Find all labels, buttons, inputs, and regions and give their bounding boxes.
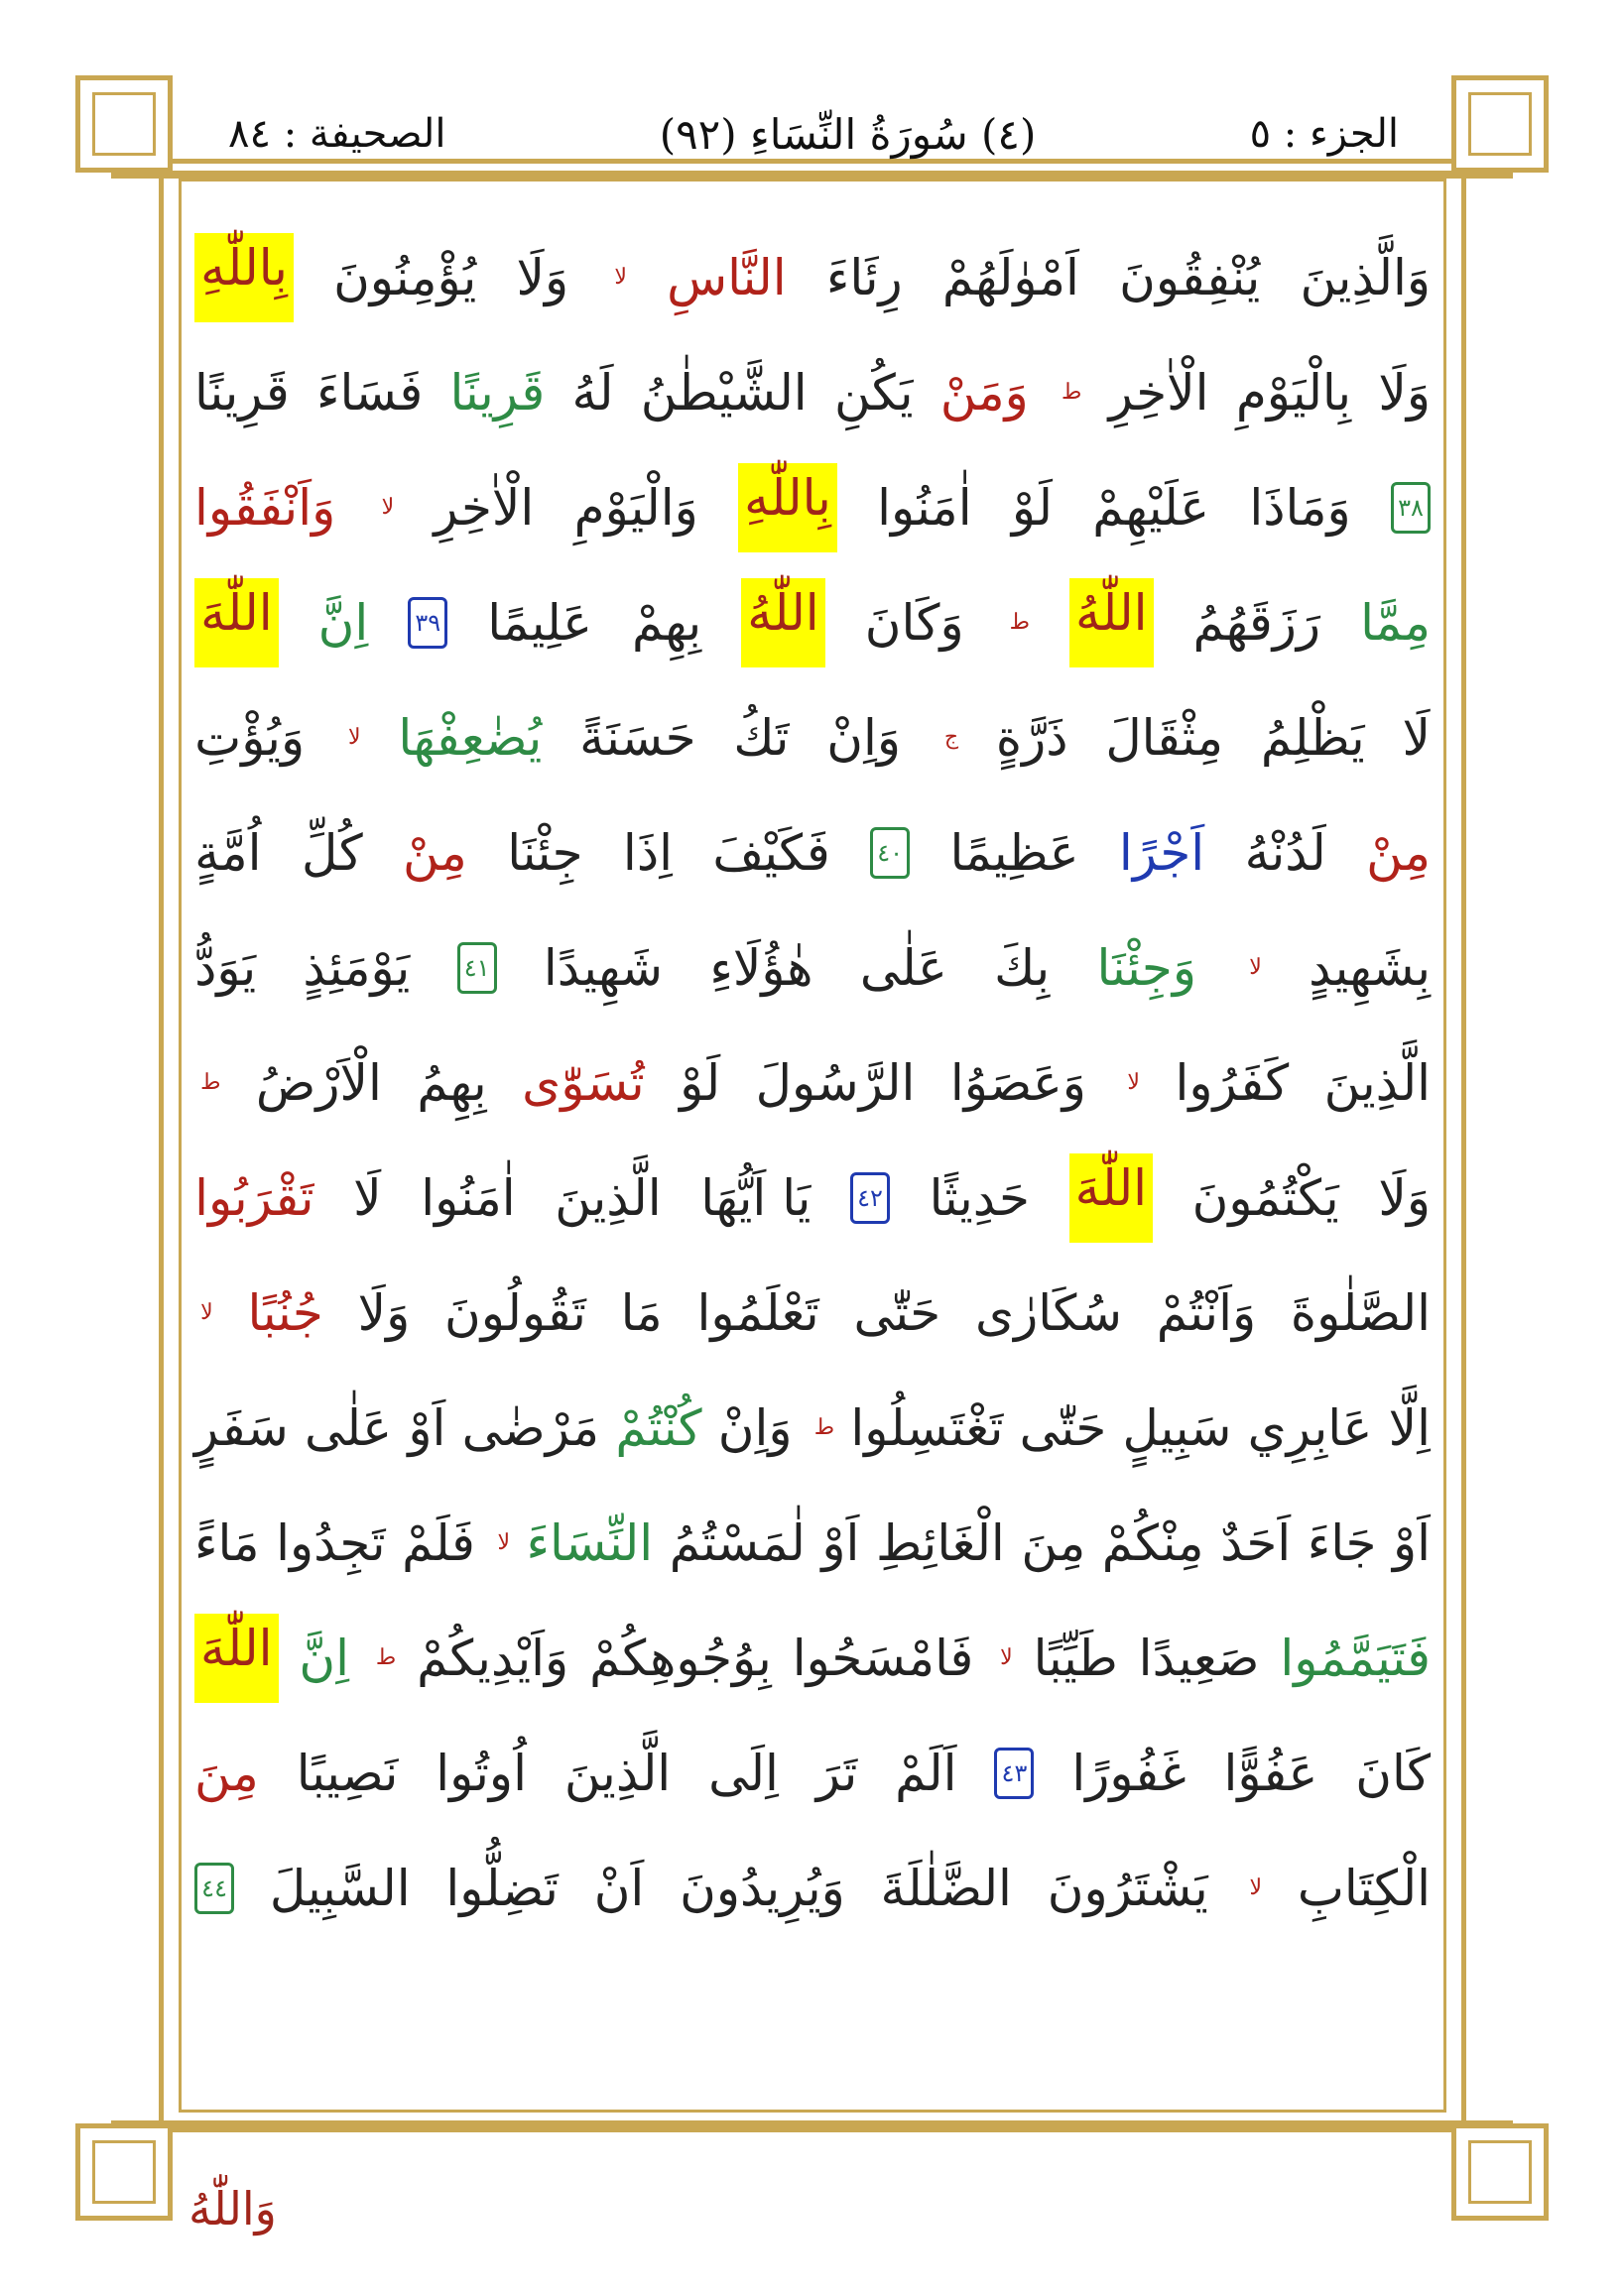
word: عَلَيْهِمْ	[1092, 479, 1210, 537]
highlighted-word: اللّٰهَ	[1069, 1153, 1154, 1243]
word: سَفَرٍ	[194, 1399, 289, 1457]
word: السَّبِيلَ	[269, 1860, 411, 1917]
juz-number: الجزء : ٥	[1249, 111, 1399, 157]
word: غَفُورًا	[1071, 1745, 1187, 1802]
word: اَلَمْ	[895, 1745, 957, 1802]
word: بِالْيَوْمِ	[1235, 364, 1352, 422]
word: سُكَارٰى	[974, 1284, 1122, 1342]
text-line	[194, 1256, 1431, 1371]
text-line	[194, 565, 1431, 680]
word: تَكُ	[733, 709, 790, 767]
text-line	[194, 1141, 1431, 1256]
word: يَوْمَئِذٍ	[303, 939, 411, 997]
pause-mark: لا	[1127, 1070, 1140, 1095]
word: وَلَا	[1378, 364, 1431, 422]
word: الْاٰخِرِ	[434, 479, 535, 537]
word: عَفُوًّا	[1223, 1745, 1318, 1802]
word: بِهِمْ	[631, 594, 702, 652]
word: وَمَاذَا	[1249, 479, 1351, 537]
word: فَسَاءَ	[316, 364, 424, 422]
word: اِلَى	[708, 1745, 779, 1802]
catchword: وَاللّٰهُ	[188, 2182, 277, 2236]
word: لَهُ	[571, 364, 614, 422]
word: فَلَمْ	[402, 1514, 475, 1572]
word: ذَرَّةٍ	[995, 709, 1068, 767]
word: تَقُولُونَ	[444, 1284, 586, 1342]
page-header	[228, 99, 1399, 169]
word: مِثْقَالَ	[1105, 709, 1224, 767]
word: الَّذِينَ	[563, 1745, 672, 1802]
corner-ornament-top-right	[1451, 75, 1549, 173]
word: وَالْيَوْمِ	[573, 479, 698, 537]
word: مِنَ	[194, 1745, 259, 1802]
text-line	[194, 910, 1431, 1026]
word: الْكِتَابِ	[1297, 1860, 1431, 1917]
word: لَوْ	[1011, 479, 1053, 537]
word: الْاَرْضُ	[255, 1054, 382, 1112]
word: وَجِئْنَا	[1096, 939, 1196, 997]
word: اَمْوٰلَهُمْ	[941, 249, 1079, 306]
word: حَسَنَةً	[579, 709, 696, 767]
word: الشَّيْطٰنُ	[640, 364, 808, 422]
pause-mark: لا	[347, 725, 361, 750]
pause-mark: ط	[1009, 610, 1030, 635]
word: بِكَ	[994, 939, 1051, 997]
text-line	[194, 1601, 1431, 1716]
text-line	[194, 1716, 1431, 1831]
word: يَوَدُّ	[194, 939, 257, 997]
word: وَاَيْدِيكُمْ	[417, 1630, 569, 1687]
word: لَا	[1402, 709, 1431, 767]
top-divider	[111, 171, 1513, 179]
word: شَهِيدًا	[543, 939, 664, 997]
word: مَاءً	[194, 1514, 260, 1572]
word: يَظْلِمُ	[1260, 709, 1365, 767]
word: لَدُنْهُ	[1244, 824, 1326, 882]
word: مِنَ	[1021, 1514, 1086, 1572]
quran-text	[194, 220, 1431, 2115]
word: لَا	[353, 1169, 382, 1227]
word: عَظِيمًا	[949, 824, 1079, 882]
word: كُلِّ	[301, 824, 363, 882]
word: وَيُرِيدُونَ	[680, 1860, 845, 1917]
pause-mark: ط	[375, 1645, 397, 1670]
highlighted-word: اللّٰهَ	[194, 1614, 279, 1703]
word: عَابِرِي	[1247, 1399, 1373, 1457]
verse-number-marker: ٤٢	[850, 1172, 890, 1224]
text-line	[194, 220, 1431, 335]
word: الَّذِينَ	[555, 1169, 662, 1227]
text-line	[194, 680, 1431, 795]
word: لَوْ	[680, 1054, 721, 1112]
word: وَاِنْ	[826, 709, 902, 767]
word: الرَّسُولَ	[755, 1054, 916, 1112]
verse-number-marker: ٤٠	[870, 827, 910, 879]
word: صَعِيدًا	[1138, 1630, 1260, 1687]
word: مَا	[620, 1284, 663, 1342]
word: تُسَوّٰى	[522, 1054, 645, 1112]
text-line	[194, 795, 1431, 910]
verse-number-marker: ٤١	[457, 942, 497, 994]
word: تَعْلَمُوا	[696, 1284, 819, 1342]
pause-mark: لا	[614, 265, 627, 290]
word: اٰمَنُوا	[877, 479, 972, 537]
corner-ornament-top-left	[75, 75, 173, 173]
word: رَزَقَهُمُ	[1192, 594, 1321, 652]
word: يَشْتَرُونَ	[1047, 1860, 1208, 1917]
word: مِنْكُمْ	[1101, 1514, 1204, 1572]
word: كَانَ	[1355, 1745, 1431, 1802]
word: اَحَدٌ	[1220, 1514, 1292, 1572]
word: فَكَيْفَ	[712, 824, 830, 882]
word: هٰؤُلَاءِ	[709, 939, 813, 997]
word: وَيُؤْتِ	[194, 709, 306, 767]
word: وَكَانَ	[864, 594, 964, 652]
word: تَرَ	[815, 1745, 858, 1802]
pause-mark: ط	[1062, 380, 1082, 405]
word: حَدِيثًا	[929, 1169, 1030, 1227]
word: بِشَهِيدٍ	[1309, 939, 1431, 997]
word: اَنْ	[593, 1860, 645, 1917]
word: وَاَنْتُمْ	[1156, 1284, 1257, 1342]
word: حَتّٰى	[853, 1284, 941, 1342]
word: اَوْ	[821, 1514, 860, 1572]
word: سَبِيلٍ	[1122, 1399, 1232, 1457]
word: قَرِينًا	[449, 364, 546, 422]
word: اِنَّ	[299, 1630, 350, 1687]
word: رِئَاءَ	[825, 249, 903, 306]
word: يُنْفِقُونَ	[1119, 249, 1261, 306]
word: كَفَرُوا	[1175, 1054, 1290, 1112]
highlighted-word: اللّٰهَ	[194, 578, 279, 667]
word: جُنُبًا	[247, 1284, 323, 1342]
word: اِلَّا	[1388, 1399, 1431, 1457]
verse-number-marker: ٣٩	[408, 597, 447, 649]
surah-title: (٤) سُورَةُ النِّسَاءِ (٩٢)	[659, 109, 1037, 159]
pause-mark: لا	[200, 1300, 213, 1325]
text-line	[194, 1371, 1431, 1486]
corner-ornament-bottom-right	[1451, 2123, 1549, 2221]
word: عَلٰى	[305, 1399, 393, 1457]
pause-mark: ط	[813, 1415, 835, 1440]
pause-mark: لا	[381, 495, 395, 520]
word: الَّذِينَ	[1323, 1054, 1431, 1112]
pause-mark: ط	[200, 1070, 221, 1095]
verse-number-marker: ٤٤	[194, 1863, 234, 1914]
word: اِنَّ	[317, 594, 369, 652]
word: نَصِيبًا	[296, 1745, 399, 1802]
word: الْغَائِطِ	[875, 1514, 1005, 1572]
verse-number-marker: ٤٣	[994, 1748, 1034, 1799]
word: يُؤْمِنُونَ	[333, 249, 477, 306]
word: وَلَا	[357, 1284, 411, 1342]
word: طَيِّبًا	[1033, 1630, 1118, 1687]
pause-mark: لا	[1000, 1645, 1013, 1670]
word: بِوُجُوهِكُمْ	[589, 1630, 772, 1687]
bottom-divider	[111, 2120, 1513, 2128]
word: اَجْرًا	[1118, 824, 1205, 882]
page-number: الصحيفة : ٨٤	[228, 111, 446, 157]
word: لٰمَسْتُمُ	[669, 1514, 806, 1572]
word: الضَّلٰلَةَ	[880, 1860, 1012, 1917]
word: اِذَا	[622, 824, 673, 882]
word: كُنْتُمْ	[615, 1399, 702, 1457]
word: مِنْ	[1366, 824, 1431, 882]
word: اَوْ	[408, 1399, 446, 1457]
word: مَرْضٰى	[461, 1399, 600, 1457]
text-line	[194, 1486, 1431, 1601]
word: الْاٰخِرِ	[1108, 364, 1209, 422]
word: اُوتُوا	[436, 1745, 527, 1802]
word: تَغْتَسِلُوا	[850, 1399, 1004, 1457]
word: يَكُنِ	[833, 364, 914, 422]
word: عَلِيمًا	[487, 594, 592, 652]
word: جَاءَ	[1307, 1514, 1377, 1572]
pause-mark: ج	[943, 725, 959, 750]
highlighted-word: بِاللّٰهِ	[738, 463, 837, 552]
word: اُمَّةٍ	[194, 824, 262, 882]
word: تَجِدُوا	[276, 1514, 386, 1572]
pause-mark: لا	[1249, 1875, 1263, 1900]
word: يَا اَيُّهَا	[700, 1169, 812, 1227]
word: مِنْ	[403, 824, 467, 882]
word: يُضٰعِفْهَا	[398, 709, 543, 767]
text-line	[194, 1831, 1431, 1946]
word: يَكْتُمُونَ	[1191, 1169, 1339, 1227]
word: قَرِينًا	[194, 364, 290, 422]
verse-number-marker: ٣٨	[1391, 482, 1431, 534]
word: تَقْرَبُوا	[194, 1169, 314, 1227]
word: وَالَّذِينَ	[1300, 249, 1431, 306]
word: وَلَا	[516, 249, 569, 306]
word: جِئْنَا	[507, 824, 583, 882]
word: وَلَا	[1378, 1169, 1431, 1227]
word: مِمَّا	[1360, 594, 1431, 652]
word: الصَّلٰوةَ	[1290, 1284, 1431, 1342]
word: فَتَيَمَّمُوا	[1280, 1630, 1431, 1687]
word: وَاِنْ	[717, 1399, 793, 1457]
corner-ornament-bottom-left	[75, 2123, 173, 2221]
highlighted-word: بِاللّٰهِ	[194, 233, 294, 322]
text-line	[194, 335, 1431, 450]
word: فَامْسَحُوا	[792, 1630, 974, 1687]
word: اَوْ	[1392, 1514, 1431, 1572]
text-line	[194, 450, 1431, 565]
word: حَتّٰى	[1019, 1399, 1107, 1457]
highlighted-word: اللّٰهُ	[1069, 578, 1154, 667]
word: وَاَنْفَقُوا	[194, 479, 336, 537]
word: النَّاسِ	[667, 249, 787, 306]
word: اٰمَنُوا	[421, 1169, 516, 1227]
word: النِّسَاءَ	[526, 1514, 654, 1572]
pause-mark: لا	[497, 1530, 510, 1555]
word: وَعَصَوُا	[949, 1054, 1086, 1112]
word: تَضِلُّوا	[445, 1860, 559, 1917]
pause-mark: لا	[1249, 955, 1262, 980]
word: بِهِمُ	[417, 1054, 487, 1112]
highlighted-word: اللّٰهُ	[741, 578, 825, 667]
word: وَمَنْ	[939, 364, 1029, 422]
text-line	[194, 1026, 1431, 1141]
word: عَلٰى	[859, 939, 947, 997]
